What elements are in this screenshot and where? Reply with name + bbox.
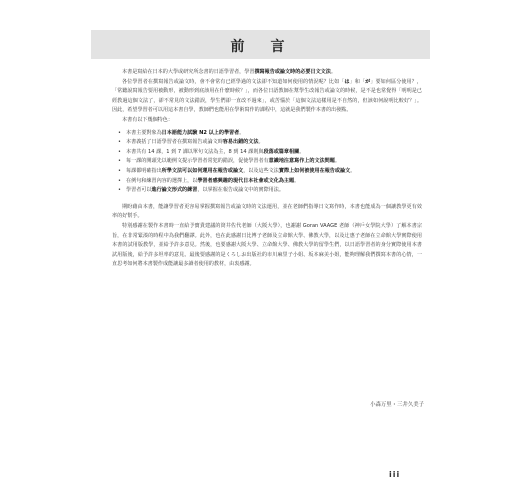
paragraph (112, 78, 422, 116)
feature-item (112, 177, 422, 187)
text-run: 本書有以下幾個特色： (122, 116, 173, 123)
preface-body (112, 68, 422, 270)
feature-item (112, 167, 422, 177)
emphasis-text: が (365, 78, 371, 85)
text-run: ，以掌握在報告或論文中的實際用法。 (197, 187, 284, 194)
author-signature: 小森万里・三井久美子 (370, 402, 424, 408)
text-run: 。 (299, 148, 305, 155)
paragraph (112, 68, 422, 78)
emphasis-text: 所學文法可以如何運用在報告或論文 (161, 167, 244, 174)
text-run: 。 (330, 69, 336, 75)
text-run: 每一課的開頭先以範例文提示學習者常犯的錯誤，促使學習者有 (126, 158, 269, 165)
text-run: 。 (350, 167, 356, 174)
text-run: 本書義括了日語學習者在撰寫報告或論文時 (126, 139, 223, 146)
text-run: 本書是寫給在日本的大學或研究所念書的日語學習者，學習 (122, 69, 255, 75)
feature-item (112, 138, 422, 148)
page-title: 前 言 (230, 39, 291, 55)
text-run: 本書共有 14 課，1 到 7 課以單句文法為主，8 到 14 課則與 (126, 148, 264, 155)
text-run: ，以及這些文法 (243, 167, 279, 174)
text-run: 」和「 (349, 78, 366, 85)
emphasis-text: 意識地注意寫作上的文法問題 (268, 158, 335, 165)
text-run: 各位學習者在撰寫報告或論文時，會不會常有已經學過的文法卻不知道如何使用的情況呢？比如「 (122, 78, 345, 85)
text-run: 每課都明確指出 (126, 167, 162, 174)
text-run: 。 (334, 158, 340, 165)
feature-item (112, 148, 422, 158)
feature-item (112, 186, 422, 196)
text-run: 。 (294, 177, 300, 184)
feature-item (112, 129, 422, 139)
text-run: 在例句和練習內容的選擇上，以 (126, 177, 198, 184)
text-run: 。 (239, 129, 245, 136)
emphasis-text: 容易出錯的文法 (222, 139, 259, 146)
text-run: 特別感謝在製作本書時一直給予寶貴建議的筒井佐代老師（大阪大學），也謝謝 Goran VAAGE 老師（神戶女學院大學）了解本書宗旨，在非常緊湊的時程中為我們翻譯。此外，也在此感謝日比博子老師及立命館大學、佛教大學，以及辻惠子老師在立命館大學實際使用本書的試用版教學，並給予許多意見。然後，也要感謝大阪大學、立命館大學、佛教大學的留學生們，以日語學習者的身分實際使用本書試用版後，給予許多坦率的意見。最後要感謝的是くろしお出版社的市川麻里子小姐、坂本麻美小姐，能夠理解我們撰寫本書的心情，一直思考如何將本書製作成能讓最多讀者使用的教材，由衷感謝。 (112, 222, 422, 268)
page-number: iii (389, 470, 401, 479)
text-run: 」要如何區分使用？，「常聽說寫報告要用被動形，被動形到底該用在什麼時候？」，而各位日語教師在幫學生改報告或論文的時候，是不是也常覺得「明明是已經教過這個文法了，卻不常見的文法錯誤，學生們卻一直改不過來」，或苦惱於「這個文法這樣用是不自然的，但該如何說明比較好？」。因此，希望學習者可以用這本書自學，教師們也能用在學術寫作的課程中，這就是我們製作本書的出發點。 (112, 78, 422, 114)
intro-section (112, 68, 422, 126)
emphasis-text: 段落或篇章相關 (263, 148, 300, 155)
paragraph (112, 203, 422, 222)
closing-section (112, 203, 422, 270)
feature-item (112, 157, 422, 167)
text-run: 。 (258, 139, 264, 146)
emphasis-text: 進行論文形式的練習 (151, 187, 198, 194)
text-run: 本書主要對象為 (126, 129, 162, 136)
emphasis-text: 學習者感興趣的現代日本社會或文化為主題 (197, 177, 295, 184)
title-band (91, 30, 430, 59)
emphasis-text: 實際上如何被使用在報告或論文 (278, 167, 351, 174)
text-run: 學習者可以 (126, 187, 152, 194)
emphasis-text: 撰寫報告或論文時的必要日文文法 (254, 69, 331, 75)
text-run: 期盼藉由本書，能讓學習者更容易掌握撰寫報告或論文時的文法運用，並在老師們指導日文寫作時，本書也能成為一個讓教學更有效率的好幫手。 (112, 203, 422, 220)
emphasis-text: は (344, 78, 350, 85)
emphasis-text: 日本語能力試験 N2 以上的學習者 (161, 129, 240, 136)
paragraph (112, 116, 422, 126)
paragraph (112, 222, 422, 270)
feature-list (112, 129, 422, 196)
